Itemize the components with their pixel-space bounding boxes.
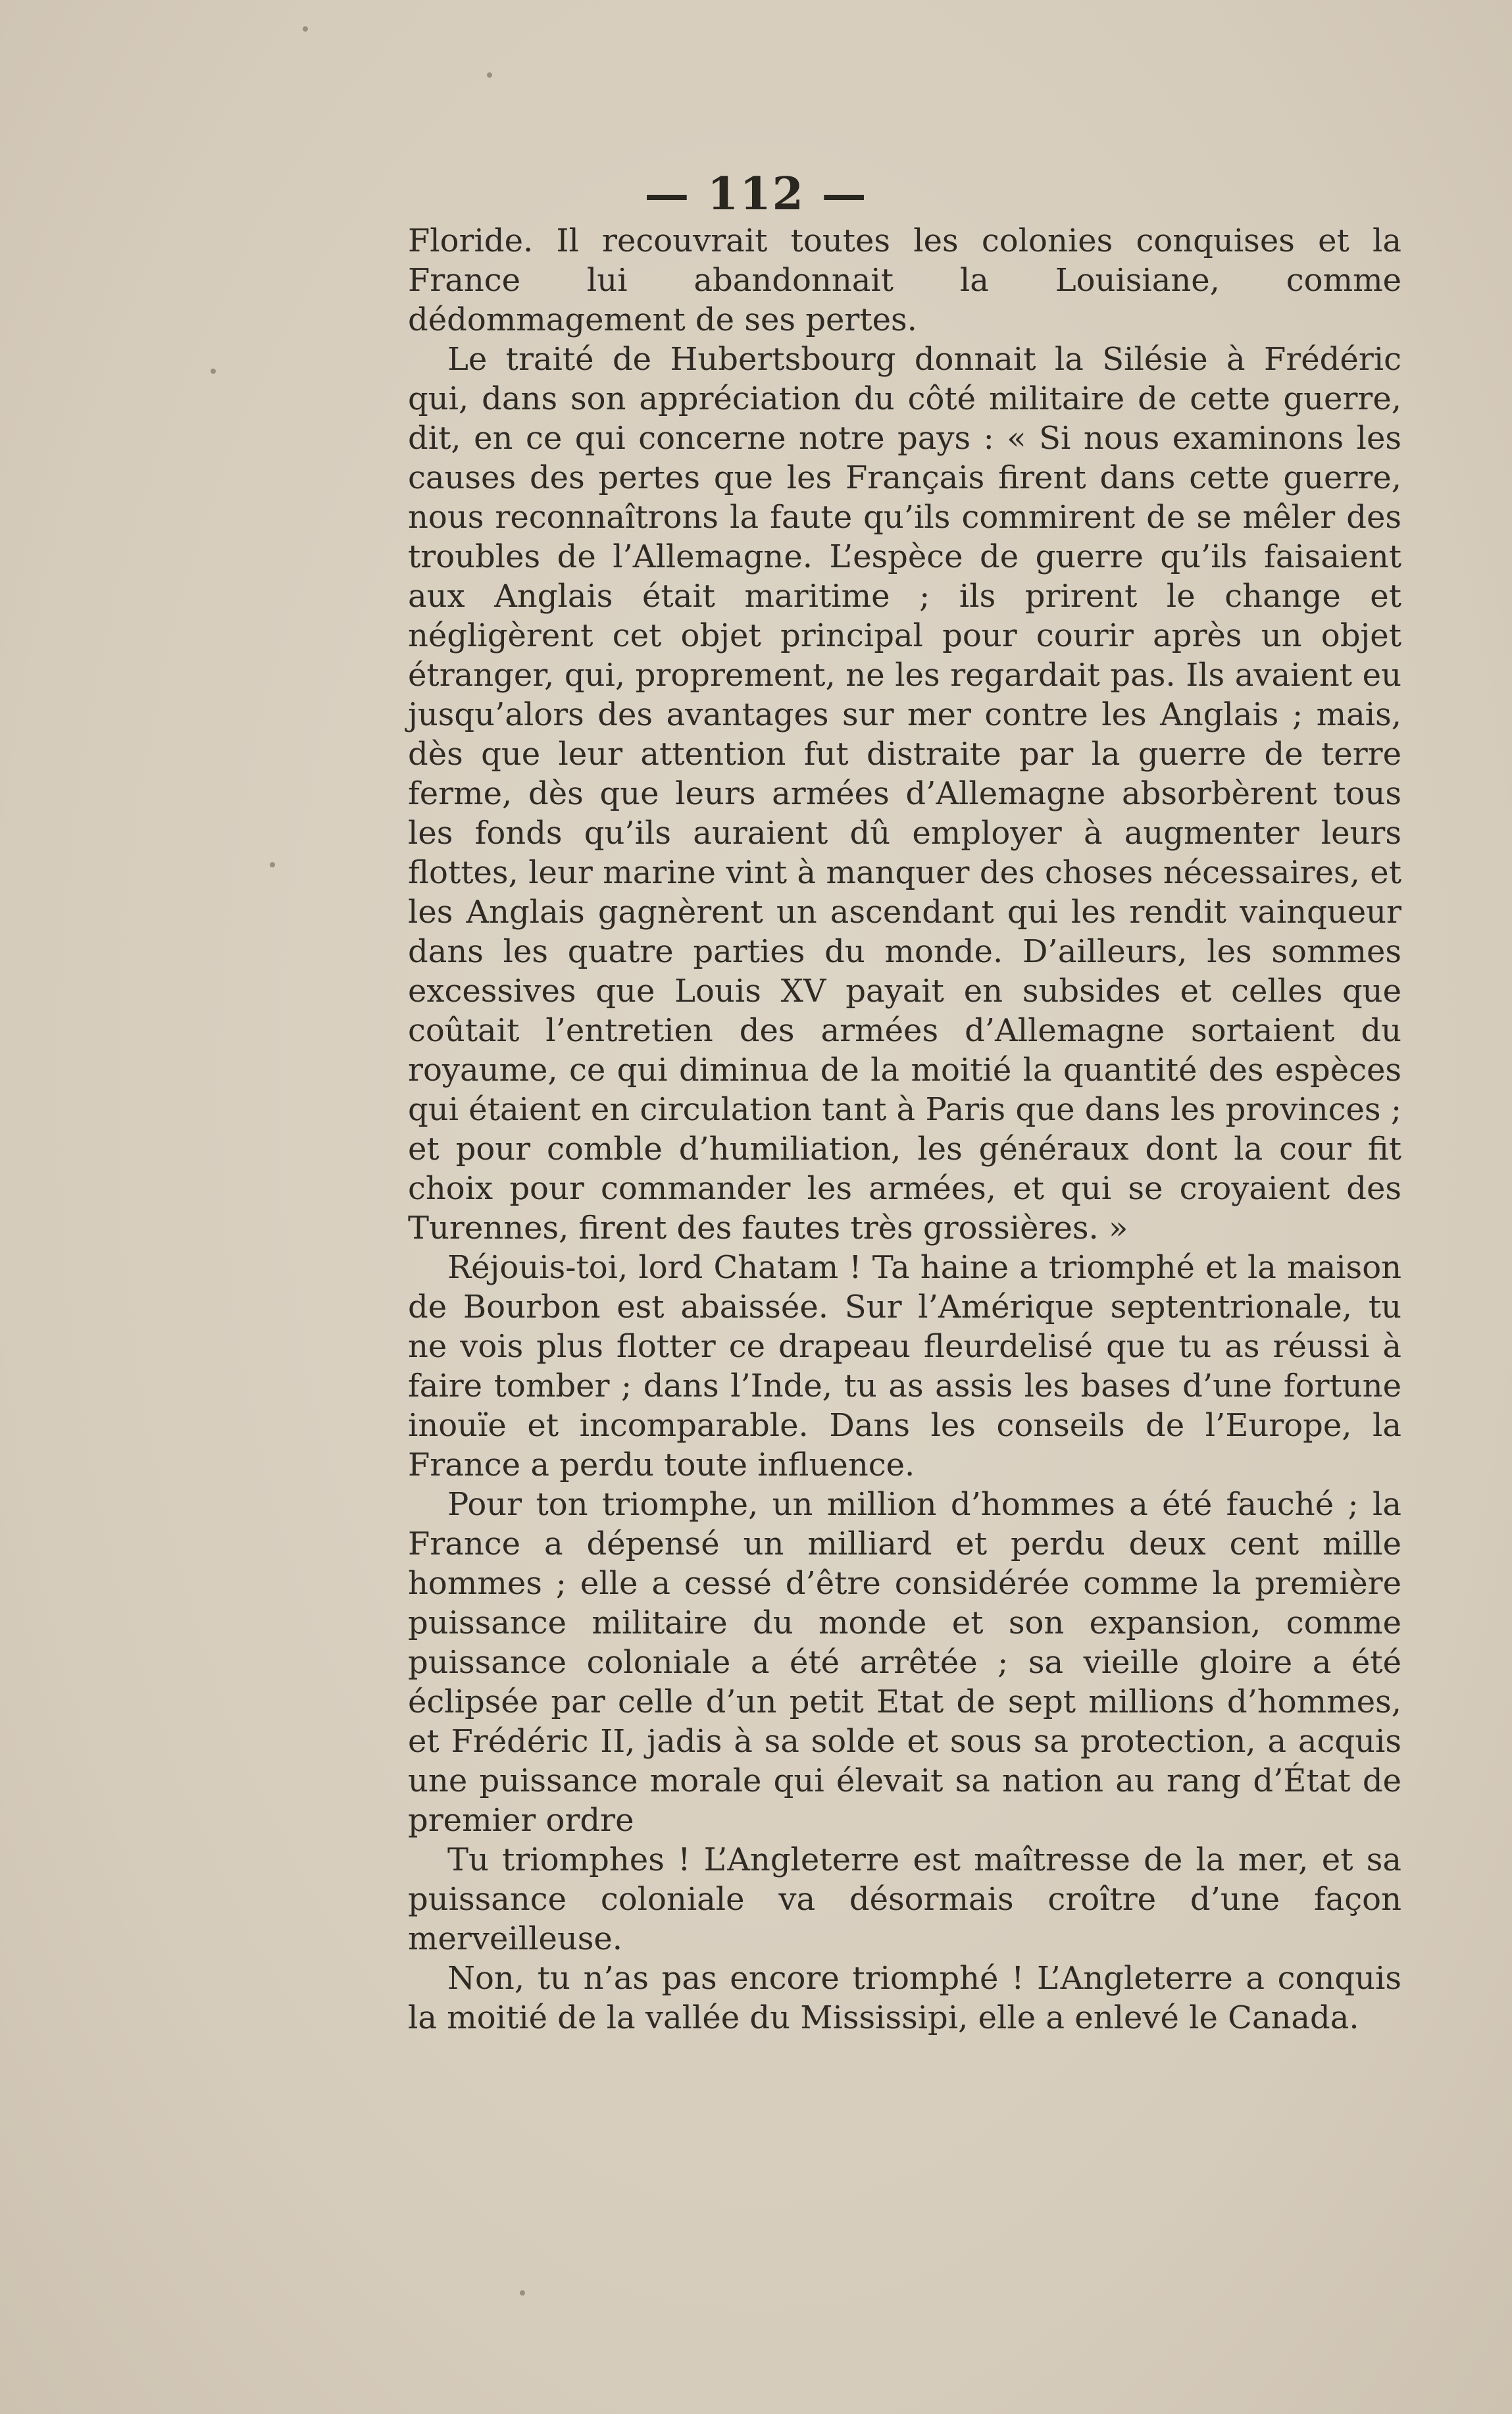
paper-speck: [487, 72, 492, 78]
paper-speck: [211, 369, 216, 374]
paper-speck: [270, 862, 275, 867]
paragraph-6: Non, tu n’as pas encore triomphé ! L’Angleterre a conquis la moitié de la vallée du Mississipi, elle a enlevé le Canada.: [408, 1960, 1401, 2036]
paragraph-1: Floride. Il recouvrait toutes les colonies conquises et la France lui abandonnait la Louisiane, comme dédommagement de ses pertes.: [408, 222, 1401, 338]
paragraph-5: Tu triomphes ! L’Angleterre est maîtresse de la mer, et sa puissance coloniale va désormais croître d’une façon merveilleuse.: [408, 1841, 1401, 1957]
paragraph-2: Le traité de Hubertsbourg donnait la Silésie à Frédéric qui, dans son appréciation du côté militaire de cette guerre, dit, en ce qui concerne notre pays : « Si nous examinons les causes des pertes que les Français firent dans cette guerre, nous reconnaîtrons la faute qu’ils commirent de se mêler des troubles de l’Allemagne. L’espèce de guerre qu’ils faisaient aux Anglais était maritime ; ils prirent le change et négligèrent cet objet principal pour courir après un objet étranger, qui, proprement, ne les regardait pas. Ils avaient eu jusqu’alors des avantages sur mer contre les Anglais ; mais, dès que leur attention fut distraite par la guerre de terre ferme, dès que leurs armées d’Allemagne absorbèrent tous les fonds qu’ils auraient dû employer à augmenter leurs flottes, leur marine vint à manquer des choses nécessaires, et les Anglais gagnèrent un ascendant qui les rendit vainqueur dans les quatre parties du monde. D’ailleurs, les sommes excessives que Louis XV payait en subsides et celles que coûtait l’entretien des armées d’Allemagne sortaient du royaume, ce qui diminua de la moitié la quantité des espèces qui étaient en circulation tant à Paris que dans les provinces ; et pour comble d’humiliation, les généraux dont la cour fit choix pour commander les armées, et qui se croyaient des Turennes, firent des fautes très grossières. »: [408, 341, 1401, 1246]
paragraph-4: Pour ton triomphe, un million d’hommes a été fauché ; la France a dépensé un milliard et perdu deux cent mille hommes ; elle a cessé d’être considérée comme la première puissance militaire du monde et son expansion, comme puissance coloniale a été arrêtée ; sa vieille gloire a été éclipsée par celle d’un petit Etat de sept millions d’hommes, et Frédéric II, jadis à sa solde et sous sa protection, a acquis une puissance morale qui élevait sa nation au rang d’État de premier ordre: [408, 1486, 1401, 1839]
paragraph-3: Réjouis-toi, lord Chatam ! Ta haine a triomphé et la maison de Bourbon est abaissée. Sur l’Amérique septentrionale, tu ne vois plus flotter ce drapeau fleurdelisé que tu as réussi à faire tomber ; dans l’Inde, tu as assis les bases d’une fortune inouïe et incomparable. Dans les conseils de l’Europe, la France a perdu toute influence.: [408, 1249, 1401, 1483]
paper-speck: [520, 2290, 525, 2296]
paper-speck: [303, 26, 308, 32]
body-text: [408, 221, 1401, 2038]
page-number: — 112 —: [644, 168, 868, 220]
